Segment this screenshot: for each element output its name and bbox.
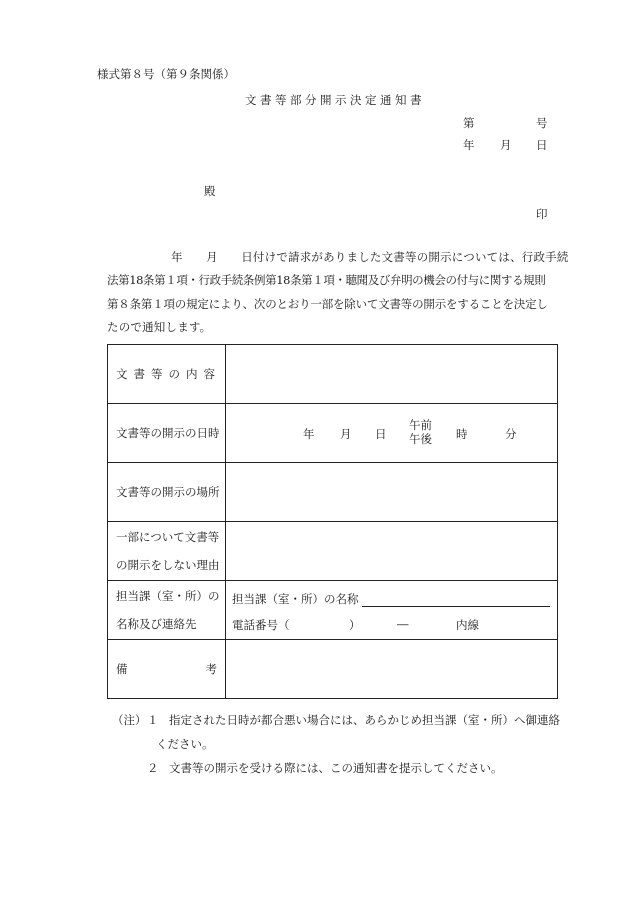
row-contact [108, 581, 558, 640]
phone-dash: ― [397, 617, 409, 631]
field-disclosure-place[interactable] [226, 463, 558, 522]
dt-day: 日 [375, 427, 387, 441]
label-contact [108, 581, 226, 640]
field-nondisclosure-reason[interactable] [226, 522, 558, 581]
note2-number: ２ [147, 761, 159, 775]
note1-line2: ください。 [156, 737, 214, 751]
body-line-4: たので通知します。 [107, 320, 212, 334]
disclosure-form-table [107, 344, 558, 699]
dept-name-label: 担当課（室・所）の名称 [232, 592, 359, 606]
dept-name-input[interactable] [362, 606, 550, 607]
phone-label: 電話番号（ [232, 618, 290, 632]
dt-year: 年 [303, 427, 315, 441]
field-document-content[interactable] [226, 345, 558, 404]
label-remarks-left: 備 [116, 662, 128, 676]
label-document-content: 文書等の内容 [108, 345, 226, 404]
dt-hour: 時 [456, 427, 468, 441]
label-contact-line1: 担当課（室・所）の [116, 589, 220, 603]
dt-minute: 分 [505, 427, 517, 441]
label-nondisclosure-reason [108, 522, 226, 581]
body-line-3: 第８条第１項の規定により、次のとおり一部を除いて文書等の開示をすることを決定し [107, 297, 548, 311]
dt-month: 月 [340, 427, 352, 441]
label-nondisclosure-reason-line2: の開示をしない理由 [116, 558, 220, 572]
row-remarks [108, 640, 558, 699]
seal-mark: 印 [536, 207, 548, 221]
date-month: 月 [500, 138, 512, 152]
phone-extension: 内線 [456, 618, 479, 632]
label-remarks-right: 考 [205, 662, 217, 676]
notes-prefix: （注） [112, 713, 147, 727]
number-prefix: 第 [463, 116, 475, 130]
number-suffix: 号 [536, 116, 548, 130]
label-contact-line2: 名称及び連絡先 [116, 617, 197, 631]
field-disclosure-datetime[interactable] [226, 404, 558, 463]
note2-text: 文書等の開示を受ける際には、この通知書を提示してください。 [169, 761, 503, 775]
addressee-suffix: 殿 [204, 184, 216, 198]
label-remarks [108, 640, 226, 699]
row-document-content [108, 345, 558, 404]
dt-pm: 午後 [409, 432, 432, 446]
document-title: 文書等部分開示決定通知書 [245, 93, 425, 107]
date-day: 日 [536, 138, 548, 152]
field-contact [226, 581, 558, 640]
form-number: 様式第８号（第９条関係） [97, 67, 235, 81]
note1-line1: 指定された日時が都合悪い場合には、あらかじめ担当課（室・所）へ御連絡 [169, 713, 560, 727]
note1-number: １ [147, 713, 159, 727]
date-year: 年 [463, 138, 475, 152]
body-line-1: 年 月 日付けで請求がありました文書等の開示については、行政手続 [171, 250, 569, 264]
dt-am: 午前 [409, 418, 432, 432]
row-disclosure-place [108, 463, 558, 522]
label-disclosure-place: 文書等の開示の場所 [108, 463, 226, 522]
row-nondisclosure-reason [108, 522, 558, 581]
field-remarks[interactable] [226, 640, 558, 699]
body-line-2: 法第18条第１項・行政手続条例第18条第１項・聴聞及び弁明の機会の付与に関する規則 [107, 273, 546, 287]
row-disclosure-datetime [108, 404, 558, 463]
label-disclosure-datetime: 文書等の開示の日時 [108, 404, 226, 463]
label-nondisclosure-reason-line1: 一部について文書等 [116, 530, 220, 544]
phone-close: ） [349, 618, 361, 632]
